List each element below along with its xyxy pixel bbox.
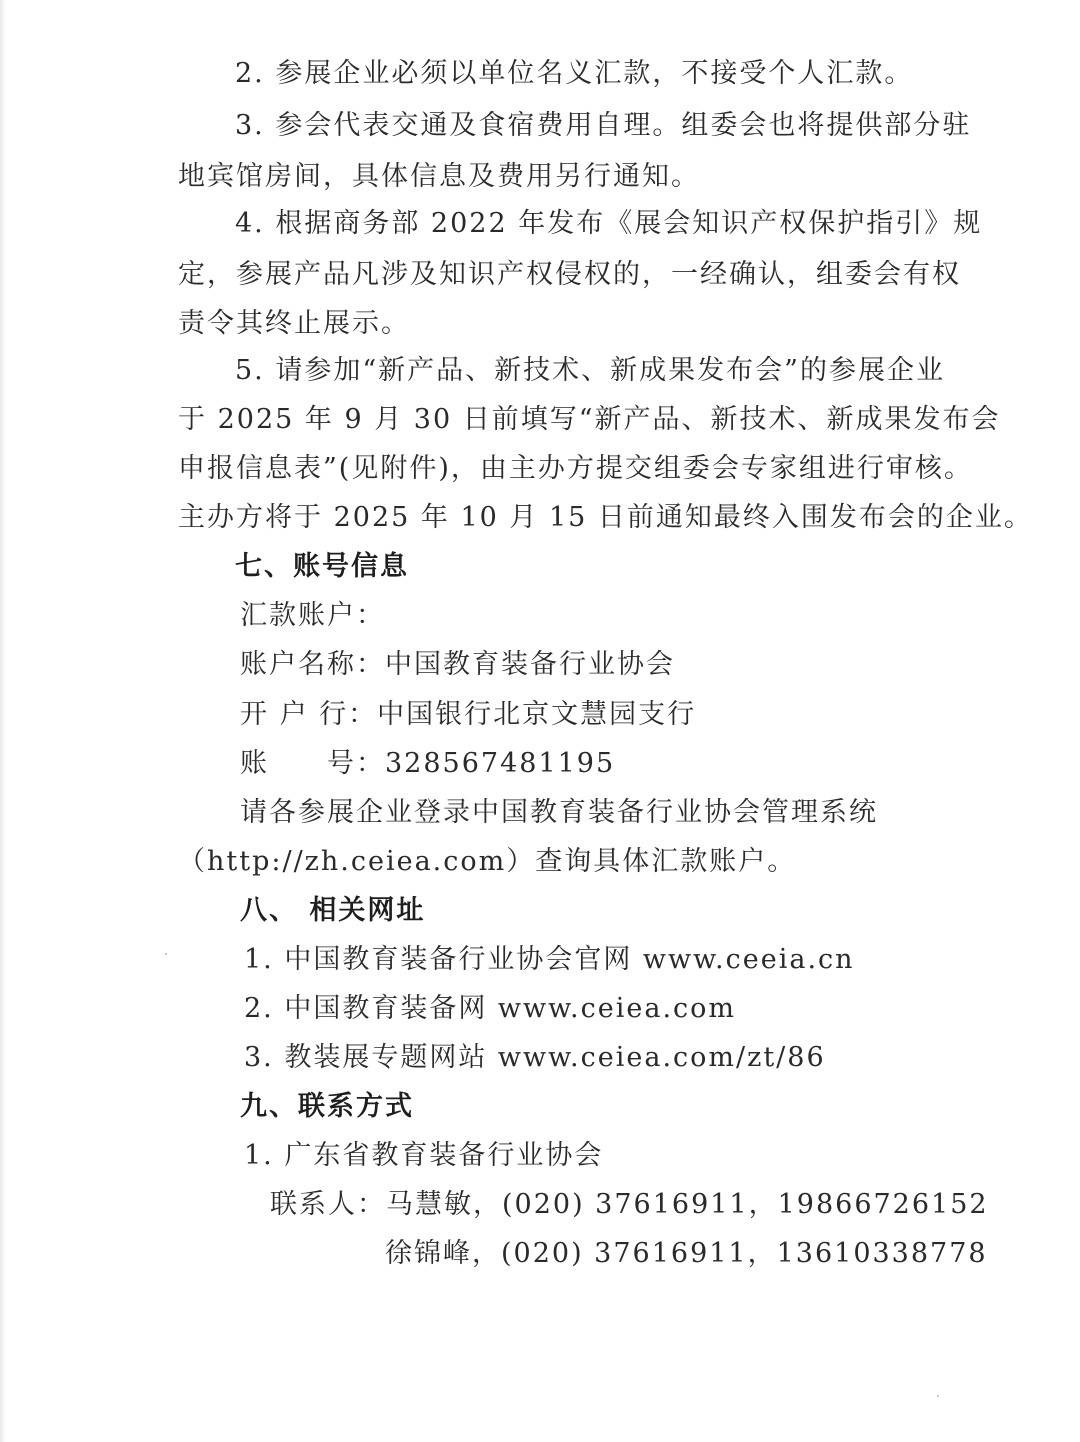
account-number-value: 328567481195	[385, 748, 616, 779]
bank-label: 开 户 行：	[240, 699, 378, 730]
account-note-line2: （http://zh.ceiea.com）查询具体汇款账户。	[178, 846, 797, 877]
section-8-heading: 八、 相关网址	[240, 895, 426, 926]
note-item-5-line1: 5. 请参加“新产品、新技术、新成果发布会”的参展企业	[235, 355, 945, 386]
note-item-3-line2: 地宾馆房间，具体信息及费用另行通知。	[178, 161, 700, 192]
account-number-row	[240, 746, 615, 782]
remit-account-label: 汇款账户：	[240, 600, 385, 631]
scan-speck	[165, 953, 167, 955]
account-name-label: 账户名称：	[240, 649, 385, 680]
contact-person-row-1	[270, 1187, 989, 1223]
note-item-4-line3: 责令其终止展示。	[178, 308, 410, 339]
section-9-heading: 九、联系方式	[240, 1091, 414, 1122]
note-item-2: 2. 参展企业必须以单位名义汇款，不接受个人汇款。	[235, 58, 914, 89]
contact-label: 联系人：	[270, 1189, 386, 1220]
link-item-2: 2. 中国教育装备网 www.ceiea.com	[244, 993, 737, 1024]
account-name-row	[240, 647, 675, 683]
contact-person-1: 马慧敏，(020) 37616911，19866726152	[386, 1189, 989, 1220]
note-item-4-line2: 定，参展产品凡涉及知识产权侵权的，一经确认，组委会有权	[178, 259, 961, 290]
account-note-line1: 请各参展企业登录中国教育装备行业协会管理系统	[240, 797, 878, 828]
bank-value: 中国银行北京文慧园支行	[377, 699, 697, 730]
note-item-4-line1: 4. 根据商务部 2022 年发布《展会知识产权保护指引》规	[235, 208, 983, 239]
section-7-heading: 七、账号信息	[235, 551, 409, 582]
note-item-5-line2: 于 2025 年 9 月 30 日前填写“新产品、新技术、新成果发布会	[178, 404, 1001, 435]
account-number-label: 账 号：	[240, 748, 385, 779]
bank-row	[240, 697, 696, 733]
link-item-1: 1. 中国教育装备行业协会官网 www.ceeia.cn	[244, 944, 855, 975]
account-name-value: 中国教育装备行业协会	[385, 649, 675, 680]
note-item-5-line3: 申报信息表”(见附件)，由主办方提交组委会专家组进行审核。	[178, 453, 973, 484]
contact-person-2: 徐锦峰，(020) 37616911，13610338778	[385, 1238, 988, 1269]
scan-edge-shadow	[0, 0, 6, 1442]
link-item-3: 3. 教装展专题网站 www.ceiea.com/zt/86	[244, 1042, 826, 1073]
scan-speck	[937, 1395, 939, 1397]
contact-org: 1. 广东省教育装备行业协会	[244, 1140, 604, 1171]
note-item-3-line1: 3. 参会代表交通及食宿费用自理。组委会也将提供部分驻	[235, 110, 972, 141]
note-item-5-line4: 主办方将于 2025 年 10 月 15 日前通知最终入围发布会的企业。	[178, 502, 1033, 533]
